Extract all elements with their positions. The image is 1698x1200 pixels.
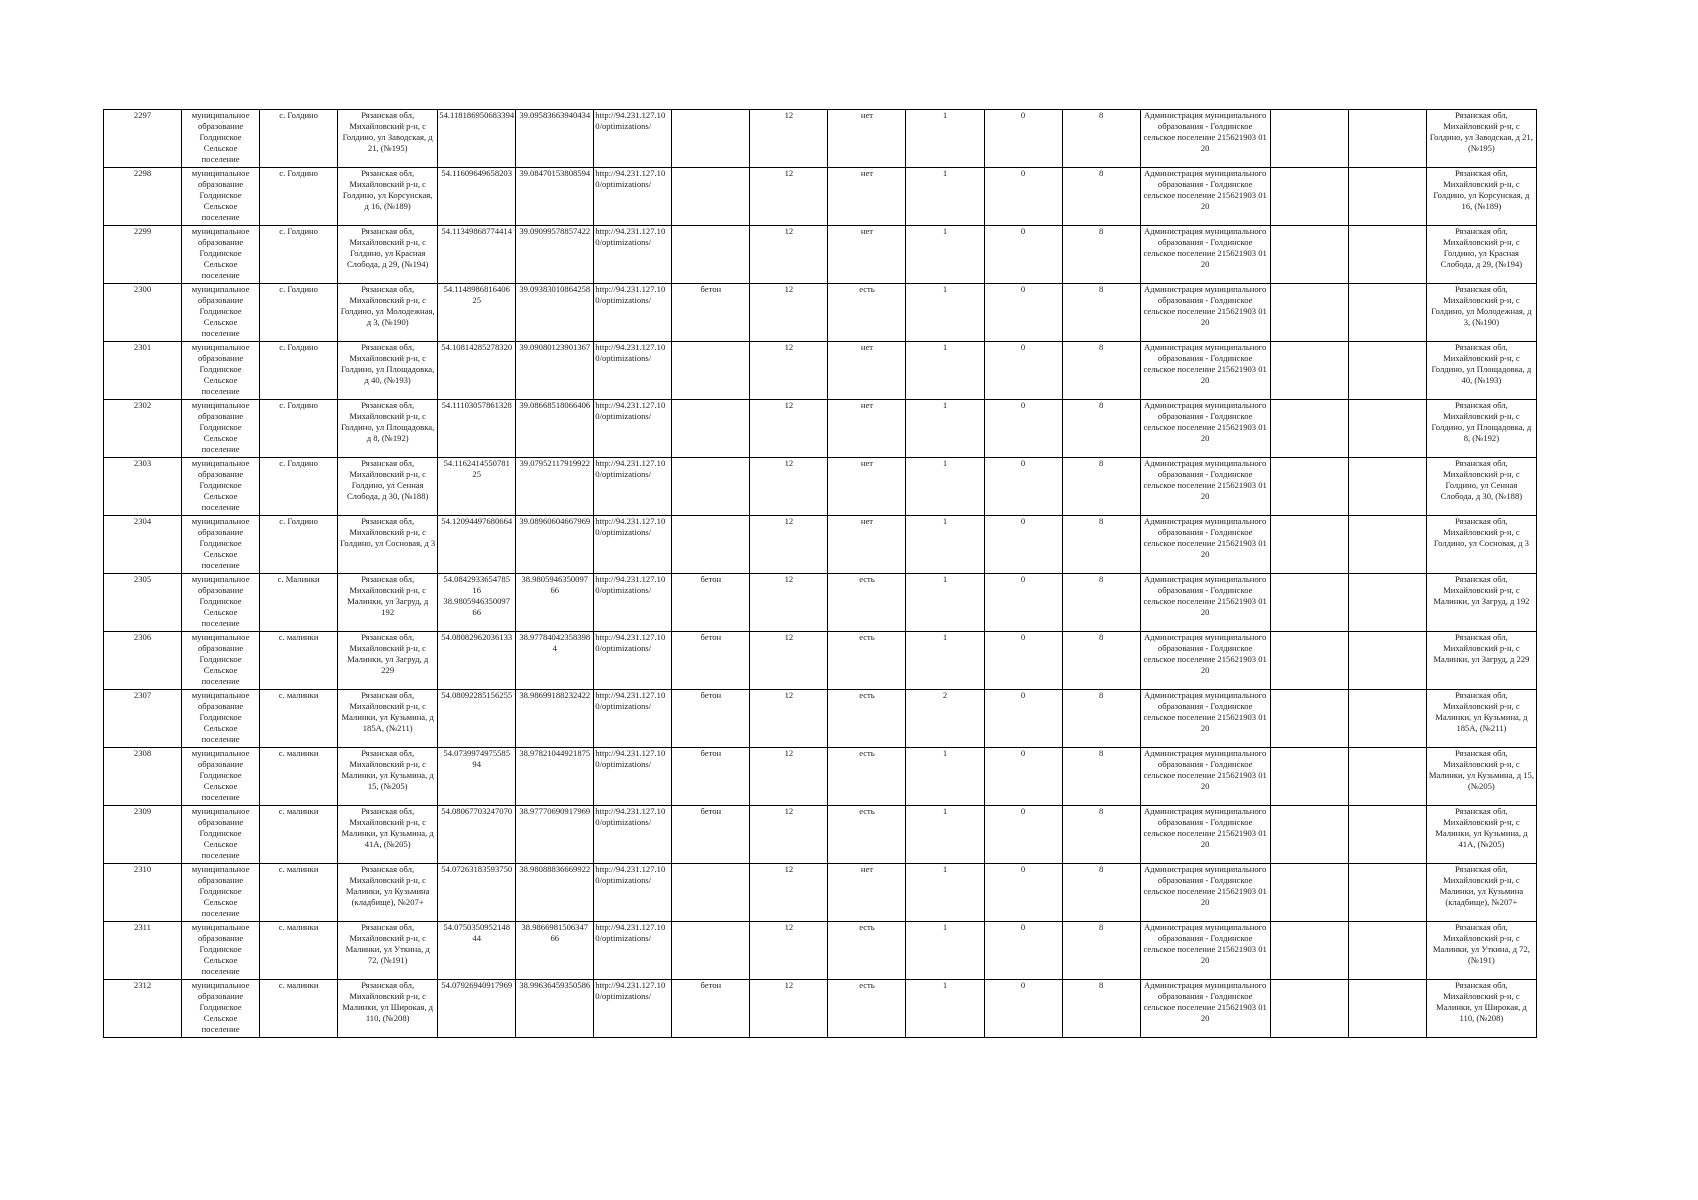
value-8-cell: 8 [1062, 168, 1140, 226]
entity-cell: муниципальное образование Голдинское Сельское поселение [182, 574, 260, 632]
longitude-cell: 39.09099578857422 [516, 226, 594, 284]
table-row [104, 516, 1537, 574]
url-cell: http://94.231.127.100/optimizations/ [594, 516, 672, 574]
address-cell: Рязанская обл, Михайловский р-н, с Голдино, ул Красная Слобода, д 29, (№194) [338, 226, 438, 284]
count-12-cell: 12 [750, 168, 828, 226]
count-12-cell: 12 [750, 226, 828, 284]
administration-cell: Администрация муниципального образования - Голдинское сельское поселение 215621903 01 20 [1140, 168, 1270, 226]
longitude-cell: 38.9866981506347 66 [516, 922, 594, 980]
availability-cell: нет [828, 342, 906, 400]
locality-cell: с. Голдино [260, 168, 338, 226]
table-row [104, 864, 1537, 922]
availability-cell: есть [828, 980, 906, 1038]
table-body [104, 110, 1537, 1038]
table-row [104, 980, 1537, 1038]
administration-cell: Администрация муниципального образования - Голдинское сельское поселение 215621903 01 20 [1140, 342, 1270, 400]
locality-cell: с. Голдино [260, 342, 338, 400]
longitude-cell: 39.08960604667969 [516, 516, 594, 574]
count-cell: 1 [906, 922, 984, 980]
latitude-cell: 54.07926940917969 [438, 980, 516, 1038]
administration-cell: Администрация муниципального образования - Голдинское сельское поселение 215621903 01 20 [1140, 226, 1270, 284]
empty-cell [1348, 400, 1426, 458]
data-table [103, 109, 1537, 1038]
row-id-cell: 2300 [104, 284, 182, 342]
empty-cell [1348, 458, 1426, 516]
address-cell: Рязанская обл, Михайловский р-н, с Голдино, ул Молодежная, д 3, (№190) [338, 284, 438, 342]
address-cell: Рязанская обл, Михайловский р-н, с Голдино, ул Заводская, д 21, (№195) [338, 110, 438, 168]
count-cell: 1 [906, 400, 984, 458]
zero-cell: 0 [984, 864, 1062, 922]
entity-cell: муниципальное образование Голдинское Сельское поселение [182, 980, 260, 1038]
address-repeat-cell: Рязанская обл, Михайловский р-н, с Малинки, ул Широкая, д 110, (№208) [1426, 980, 1536, 1038]
entity-cell: муниципальное образование Голдинское Сельское поселение [182, 226, 260, 284]
administration-cell: Администрация муниципального образования - Голдинское сельское поселение 215621903 01 20 [1140, 690, 1270, 748]
address-repeat-cell: Рязанская обл, Михайловский р-н, с Голдино, ул Молодежная, д 3, (№190) [1426, 284, 1536, 342]
empty-cell [1348, 342, 1426, 400]
empty-cell [1348, 168, 1426, 226]
entity-cell: муниципальное образование Голдинское Сельское поселение [182, 632, 260, 690]
availability-cell: нет [828, 168, 906, 226]
availability-cell: нет [828, 458, 906, 516]
url-cell: http://94.231.127.100/optimizations/ [594, 574, 672, 632]
surface-cell [672, 458, 750, 516]
longitude-cell: 38.97821044921875 [516, 748, 594, 806]
longitude-cell: 38.98699188232422 [516, 690, 594, 748]
value-8-cell: 8 [1062, 690, 1140, 748]
zero-cell: 0 [984, 342, 1062, 400]
count-12-cell: 12 [750, 342, 828, 400]
surface-cell [672, 226, 750, 284]
availability-cell: нет [828, 516, 906, 574]
administration-cell: Администрация муниципального образования - Голдинское сельское поселение 215621903 01 20 [1140, 400, 1270, 458]
empty-cell [1270, 284, 1348, 342]
zero-cell: 0 [984, 690, 1062, 748]
latitude-cell: 54.08082962036133 [438, 632, 516, 690]
zero-cell: 0 [984, 748, 1062, 806]
latitude-cell: 54.07263183593750 [438, 864, 516, 922]
count-cell: 1 [906, 458, 984, 516]
availability-cell: есть [828, 632, 906, 690]
latitude-cell: 54.10814285278320 [438, 342, 516, 400]
url-cell: http://94.231.127.100/optimizations/ [594, 748, 672, 806]
count-cell: 1 [906, 110, 984, 168]
row-id-cell: 2299 [104, 226, 182, 284]
row-id-cell: 2310 [104, 864, 182, 922]
address-repeat-cell: Рязанская обл, Михайловский р-н, с Голдино, ул Корсунская, д 16, (№189) [1426, 168, 1536, 226]
administration-cell: Администрация муниципального образования - Голдинское сельское поселение 215621903 01 20 [1140, 922, 1270, 980]
surface-cell: бетон [672, 806, 750, 864]
url-cell: http://94.231.127.100/optimizations/ [594, 864, 672, 922]
table-row [104, 226, 1537, 284]
empty-cell [1270, 574, 1348, 632]
table-row [104, 284, 1537, 342]
value-8-cell: 8 [1062, 458, 1140, 516]
availability-cell: нет [828, 864, 906, 922]
zero-cell: 0 [984, 806, 1062, 864]
empty-cell [1270, 806, 1348, 864]
url-cell: http://94.231.127.100/optimizations/ [594, 458, 672, 516]
table-row [104, 342, 1537, 400]
address-repeat-cell: Рязанская обл, Михайловский р-н, с Малинки, ул Кузьмина, д 185А, (№211) [1426, 690, 1536, 748]
count-cell: 1 [906, 168, 984, 226]
locality-cell: с. малинки [260, 806, 338, 864]
value-8-cell: 8 [1062, 806, 1140, 864]
address-cell: Рязанская обл, Михайловский р-н, с Голдино, ул Сосновая, д 3 [338, 516, 438, 574]
administration-cell: Администрация муниципального образования - Голдинское сельское поселение 215621903 01 20 [1140, 516, 1270, 574]
address-cell: Рязанская обл, Михайловский р-н, с Малинки, ул Уткина, д 72, (№191) [338, 922, 438, 980]
count-cell: 1 [906, 342, 984, 400]
longitude-cell: 39.09583663940434 [516, 110, 594, 168]
row-id-cell: 2302 [104, 400, 182, 458]
empty-cell [1348, 284, 1426, 342]
entity-cell: муниципальное образование Голдинское Сельское поселение [182, 168, 260, 226]
entity-cell: муниципальное образование Голдинское Сельское поселение [182, 806, 260, 864]
row-id-cell: 2304 [104, 516, 182, 574]
longitude-cell: 39.09383010864258 [516, 284, 594, 342]
value-8-cell: 8 [1062, 864, 1140, 922]
availability-cell: нет [828, 226, 906, 284]
zero-cell: 0 [984, 574, 1062, 632]
value-8-cell: 8 [1062, 226, 1140, 284]
latitude-cell: 54.11609649658203 [438, 168, 516, 226]
locality-cell: с. малинки [260, 748, 338, 806]
address-cell: Рязанская обл, Михайловский р-н, с Голдино, ул Корсунская, д 16, (№189) [338, 168, 438, 226]
address-cell: Рязанская обл, Михайловский р-н, с Малинки, ул Кузьмина (кладбище), №207+ [338, 864, 438, 922]
count-12-cell: 12 [750, 806, 828, 864]
row-id-cell: 2312 [104, 980, 182, 1038]
empty-cell [1348, 690, 1426, 748]
empty-cell [1270, 516, 1348, 574]
address-cell: Рязанская обл, Михайловский р-н, с Голдино, ул Сенная Слобода, д 30, (№188) [338, 458, 438, 516]
url-cell: http://94.231.127.100/optimizations/ [594, 342, 672, 400]
row-id-cell: 2303 [104, 458, 182, 516]
table-row [104, 168, 1537, 226]
zero-cell: 0 [984, 922, 1062, 980]
locality-cell: с. Голдино [260, 400, 338, 458]
entity-cell: муниципальное образование Голдинское Сельское поселение [182, 342, 260, 400]
longitude-cell: 38.98088836669922 [516, 864, 594, 922]
locality-cell: с. Голдино [260, 226, 338, 284]
locality-cell: с. Голдино [260, 284, 338, 342]
entity-cell: муниципальное образование Голдинское Сельское поселение [182, 748, 260, 806]
availability-cell: есть [828, 922, 906, 980]
count-cell: 2 [906, 690, 984, 748]
value-8-cell: 8 [1062, 516, 1140, 574]
count-cell: 1 [906, 806, 984, 864]
surface-cell: бетон [672, 574, 750, 632]
count-cell: 1 [906, 864, 984, 922]
surface-cell [672, 864, 750, 922]
administration-cell: Администрация муниципального образования - Голдинское сельское поселение 215621903 01 20 [1140, 748, 1270, 806]
availability-cell: есть [828, 574, 906, 632]
count-12-cell: 12 [750, 458, 828, 516]
surface-cell: бетон [672, 284, 750, 342]
url-cell: http://94.231.127.100/optimizations/ [594, 110, 672, 168]
value-8-cell: 8 [1062, 110, 1140, 168]
longitude-cell: 39.09080123901367 [516, 342, 594, 400]
empty-cell [1270, 632, 1348, 690]
count-12-cell: 12 [750, 516, 828, 574]
table-row [104, 690, 1537, 748]
address-cell: Рязанская обл, Михайловский р-н, с Голдино, ул Площадовка, д 40, (№193) [338, 342, 438, 400]
count-12-cell: 12 [750, 632, 828, 690]
address-cell: Рязанская обл, Михайловский р-н, с Малинки, ул Кузьмина, д 15, (№205) [338, 748, 438, 806]
surface-cell [672, 110, 750, 168]
zero-cell: 0 [984, 458, 1062, 516]
url-cell: http://94.231.127.100/optimizations/ [594, 168, 672, 226]
latitude-cell: 54.11103057861328 [438, 400, 516, 458]
surface-cell: бетон [672, 748, 750, 806]
value-8-cell: 8 [1062, 632, 1140, 690]
address-repeat-cell: Рязанская обл, Михайловский р-н, с Голдино, ул Сенная Слобода, д 30, (№188) [1426, 458, 1536, 516]
row-id-cell: 2297 [104, 110, 182, 168]
row-id-cell: 2309 [104, 806, 182, 864]
availability-cell: есть [828, 690, 906, 748]
count-12-cell: 12 [750, 864, 828, 922]
url-cell: http://94.231.127.100/optimizations/ [594, 632, 672, 690]
longitude-cell: 39.07952117919922 [516, 458, 594, 516]
row-id-cell: 2307 [104, 690, 182, 748]
latitude-cell: 54.0750350952148 44 [438, 922, 516, 980]
availability-cell: нет [828, 400, 906, 458]
latitude-cell: 54.08067703247070 [438, 806, 516, 864]
locality-cell: с. Голдино [260, 110, 338, 168]
locality-cell: с. малинки [260, 922, 338, 980]
locality-cell: с. малинки [260, 864, 338, 922]
zero-cell: 0 [984, 632, 1062, 690]
address-repeat-cell: Рязанская обл, Михайловский р-н, с Малинки, ул Кузьмина, д 41А, (№205) [1426, 806, 1536, 864]
count-12-cell: 12 [750, 922, 828, 980]
address-cell: Рязанская обл, Михайловский р-н, с Малинки, ул Широкая, д 110, (№208) [338, 980, 438, 1038]
empty-cell [1348, 922, 1426, 980]
availability-cell: есть [828, 284, 906, 342]
address-repeat-cell: Рязанская обл, Михайловский р-н, с Малинки, ул Загруд, д 192 [1426, 574, 1536, 632]
zero-cell: 0 [984, 168, 1062, 226]
entity-cell: муниципальное образование Голдинское Сельское поселение [182, 864, 260, 922]
empty-cell [1270, 458, 1348, 516]
empty-cell [1270, 922, 1348, 980]
surface-cell [672, 516, 750, 574]
value-8-cell: 8 [1062, 284, 1140, 342]
url-cell: http://94.231.127.100/optimizations/ [594, 922, 672, 980]
empty-cell [1348, 516, 1426, 574]
address-repeat-cell: Рязанская обл, Михайловский р-н, с Голдино, ул Площадовка, д 40, (№193) [1426, 342, 1536, 400]
latitude-cell: 54.0739974975585 94 [438, 748, 516, 806]
zero-cell: 0 [984, 400, 1062, 458]
count-cell: 1 [906, 516, 984, 574]
count-12-cell: 12 [750, 690, 828, 748]
administration-cell: Администрация муниципального образования - Голдинское сельское поселение 215621903 01 20 [1140, 110, 1270, 168]
empty-cell [1348, 574, 1426, 632]
administration-cell: Администрация муниципального образования - Голдинское сельское поселение 215621903 01 20 [1140, 284, 1270, 342]
latitude-cell: 54.12094497680664 [438, 516, 516, 574]
url-cell: http://94.231.127.100/optimizations/ [594, 806, 672, 864]
surface-cell [672, 922, 750, 980]
count-12-cell: 12 [750, 748, 828, 806]
address-cell: Рязанская обл, Михайловский р-н, с Малинки, ул Загруд, д 192 [338, 574, 438, 632]
row-id-cell: 2311 [104, 922, 182, 980]
count-12-cell: 12 [750, 284, 828, 342]
administration-cell: Администрация муниципального образования - Голдинское сельское поселение 215621903 01 20 [1140, 864, 1270, 922]
longitude-cell: 38.97770690917969 [516, 806, 594, 864]
value-8-cell: 8 [1062, 574, 1140, 632]
administration-cell: Администрация муниципального образования - Голдинское сельское поселение 215621903 01 20 [1140, 574, 1270, 632]
surface-cell [672, 400, 750, 458]
row-id-cell: 2308 [104, 748, 182, 806]
count-cell: 1 [906, 748, 984, 806]
count-cell: 1 [906, 574, 984, 632]
empty-cell [1270, 342, 1348, 400]
empty-cell [1270, 400, 1348, 458]
latitude-cell: 54.1162414550781 25 [438, 458, 516, 516]
zero-cell: 0 [984, 226, 1062, 284]
value-8-cell: 8 [1062, 748, 1140, 806]
value-8-cell: 8 [1062, 922, 1140, 980]
empty-cell [1348, 980, 1426, 1038]
row-id-cell: 2301 [104, 342, 182, 400]
surface-cell: бетон [672, 690, 750, 748]
value-8-cell: 8 [1062, 342, 1140, 400]
table-row [104, 632, 1537, 690]
empty-cell [1270, 690, 1348, 748]
empty-cell [1270, 110, 1348, 168]
address-repeat-cell: Рязанская обл, Михайловский р-н, с Малинки, ул Кузьмина (кладбище), №207+ [1426, 864, 1536, 922]
row-id-cell: 2305 [104, 574, 182, 632]
locality-cell: с. малинки [260, 690, 338, 748]
url-cell: http://94.231.127.100/optimizations/ [594, 690, 672, 748]
longitude-cell: 39.08470153808594 [516, 168, 594, 226]
empty-cell [1270, 226, 1348, 284]
count-cell: 1 [906, 226, 984, 284]
table-row [104, 806, 1537, 864]
entity-cell: муниципальное образование Голдинское Сельское поселение [182, 922, 260, 980]
administration-cell: Администрация муниципального образования - Голдинское сельское поселение 215621903 01 20 [1140, 806, 1270, 864]
latitude-cell: 54.1148986816406 25 [438, 284, 516, 342]
entity-cell: муниципальное образование Голдинское Сельское поселение [182, 458, 260, 516]
longitude-cell: 38.97784042358398 4 [516, 632, 594, 690]
empty-cell [1348, 748, 1426, 806]
count-cell: 1 [906, 980, 984, 1038]
address-repeat-cell: Рязанская обл, Михайловский р-н, с Голдино, ул Красная Слобода, д 29, (№194) [1426, 226, 1536, 284]
empty-cell [1348, 110, 1426, 168]
entity-cell: муниципальное образование Голдинское Сельское поселение [182, 284, 260, 342]
locality-cell: с. малинки [260, 632, 338, 690]
url-cell: http://94.231.127.100/optimizations/ [594, 226, 672, 284]
table-row [104, 458, 1537, 516]
url-cell: http://94.231.127.100/optimizations/ [594, 980, 672, 1038]
address-repeat-cell: Рязанская обл, Михайловский р-н, с Малинки, ул Кузьмина, д 15, (№205) [1426, 748, 1536, 806]
empty-cell [1270, 864, 1348, 922]
surface-cell [672, 168, 750, 226]
address-cell: Рязанская обл, Михайловский р-н, с Малинки, ул Загруд, д 229 [338, 632, 438, 690]
entity-cell: муниципальное образование Голдинское Сельское поселение [182, 110, 260, 168]
address-cell: Рязанская обл, Михайловский р-н, с Малинки, ул Кузьмина, д 41А, (№205) [338, 806, 438, 864]
administration-cell: Администрация муниципального образования - Голдинское сельское поселение 215621903 01 20 [1140, 980, 1270, 1038]
zero-cell: 0 [984, 284, 1062, 342]
longitude-cell: 39.08668518066406 [516, 400, 594, 458]
count-12-cell: 12 [750, 110, 828, 168]
table-row [104, 922, 1537, 980]
table-row [104, 748, 1537, 806]
url-cell: http://94.231.127.100/optimizations/ [594, 400, 672, 458]
locality-cell: с. малинки [260, 980, 338, 1038]
entity-cell: муниципальное образование Голдинское Сельское поселение [182, 516, 260, 574]
value-8-cell: 8 [1062, 400, 1140, 458]
address-repeat-cell: Рязанская обл, Михайловский р-н, с Голдино, ул Заводская, д 21, (№195) [1426, 110, 1536, 168]
availability-cell: нет [828, 110, 906, 168]
empty-cell [1348, 864, 1426, 922]
locality-cell: с. Голдино [260, 516, 338, 574]
zero-cell: 0 [984, 980, 1062, 1038]
longitude-cell: 38.99636459350586 [516, 980, 594, 1038]
url-cell: http://94.231.127.100/optimizations/ [594, 284, 672, 342]
empty-cell [1348, 226, 1426, 284]
entity-cell: муниципальное образование Голдинское Сельское поселение [182, 400, 260, 458]
latitude-cell: 54.08092285156255 [438, 690, 516, 748]
longitude-cell: 38.9805946350097 66 [516, 574, 594, 632]
locality-cell: с. Голдино [260, 458, 338, 516]
address-repeat-cell: Рязанская обл, Михайловский р-н, с Малинки, ул Загруд, д 229 [1426, 632, 1536, 690]
table-row [104, 110, 1537, 168]
empty-cell [1270, 168, 1348, 226]
administration-cell: Администрация муниципального образования - Голдинское сельское поселение 215621903 01 20 [1140, 458, 1270, 516]
surface-cell: бетон [672, 980, 750, 1038]
availability-cell: есть [828, 748, 906, 806]
empty-cell [1270, 980, 1348, 1038]
zero-cell: 0 [984, 516, 1062, 574]
address-cell: Рязанская обл, Михайловский р-н, с Голдино, ул Площадовка, д 8, (№192) [338, 400, 438, 458]
entity-cell: муниципальное образование Голдинское Сельское поселение [182, 690, 260, 748]
count-12-cell: 12 [750, 574, 828, 632]
empty-cell [1348, 806, 1426, 864]
surface-cell [672, 342, 750, 400]
address-repeat-cell: Рязанская обл, Михайловский р-н, с Голдино, ул Площадовка, д 8, (№192) [1426, 400, 1536, 458]
value-8-cell: 8 [1062, 980, 1140, 1038]
table-row [104, 400, 1537, 458]
address-cell: Рязанская обл, Михайловский р-н, с Малинки, ул Кузьмина, д 185А, (№211) [338, 690, 438, 748]
count-12-cell: 12 [750, 400, 828, 458]
count-12-cell: 12 [750, 980, 828, 1038]
surface-cell: бетон [672, 632, 750, 690]
administration-cell: Администрация муниципального образования - Голдинское сельское поселение 215621903 01 20 [1140, 632, 1270, 690]
latitude-cell: 54.118186950683394 [438, 110, 516, 168]
empty-cell [1348, 632, 1426, 690]
address-repeat-cell: Рязанская обл, Михайловский р-н, с Малинки, ул Уткина, д 72, (№191) [1426, 922, 1536, 980]
row-id-cell: 2306 [104, 632, 182, 690]
table-row [104, 574, 1537, 632]
count-cell: 1 [906, 632, 984, 690]
latitude-cell: 54.0842933654785 16 38.9805946350097 66 [438, 574, 516, 632]
empty-cell [1270, 748, 1348, 806]
address-repeat-cell: Рязанская обл, Михайловский р-н, с Голдино, ул Сосновая, д 3 [1426, 516, 1536, 574]
count-cell: 1 [906, 284, 984, 342]
latitude-cell: 54.11349868774414 [438, 226, 516, 284]
row-id-cell: 2298 [104, 168, 182, 226]
locality-cell: с. Малинки [260, 574, 338, 632]
zero-cell: 0 [984, 110, 1062, 168]
availability-cell: есть [828, 806, 906, 864]
